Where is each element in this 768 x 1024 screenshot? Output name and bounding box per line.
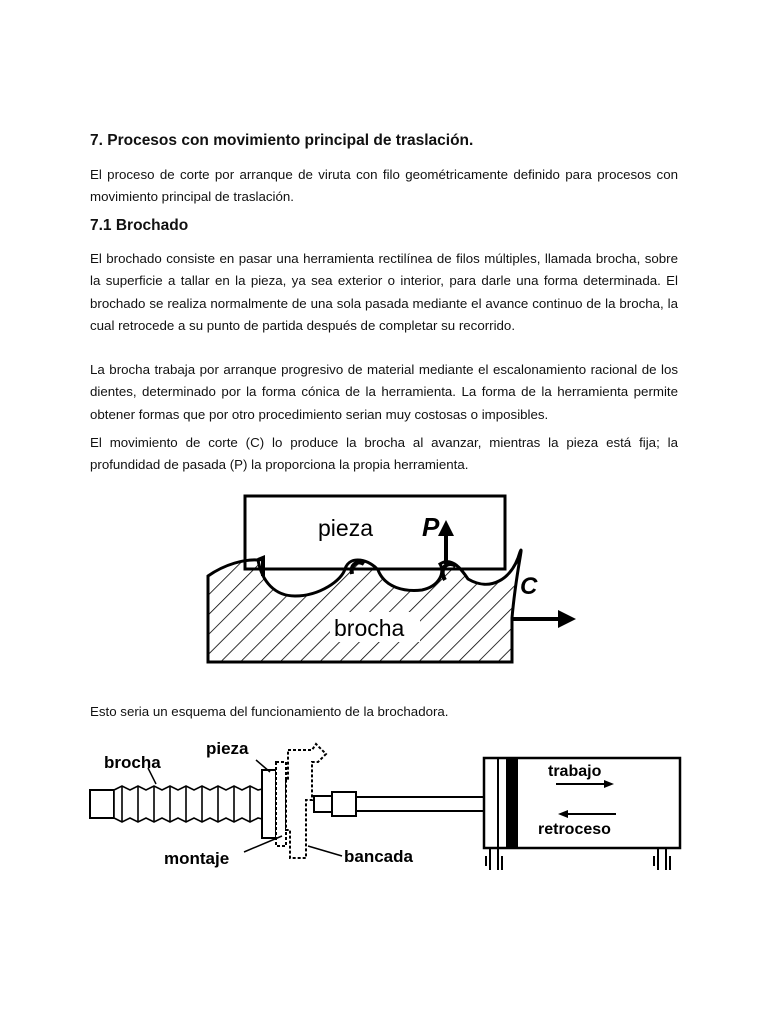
bancada-leader <box>308 846 342 856</box>
broaching-detail-figure <box>200 484 580 669</box>
part-label: pieza <box>206 740 249 758</box>
cut-label: C <box>520 573 538 600</box>
section-intro-paragraph: El proceso de corte por arranque de viruta con filo geométricamente definido para procesos con movimiento principal de traslación. <box>90 167 678 205</box>
inlet-port-right <box>654 848 670 870</box>
return-stroke-label: retroceso <box>538 821 611 838</box>
broach-label: brocha <box>334 615 405 641</box>
workpiece-block <box>245 496 505 569</box>
broaching-machine-figure <box>86 740 686 880</box>
connector <box>314 796 332 812</box>
work-stroke-label: trabajo <box>548 763 602 780</box>
workpiece-part <box>262 770 276 838</box>
piston <box>506 758 518 848</box>
broach-tool <box>90 790 114 818</box>
paragraph-2: La brocha trabaja por arranque progresivo de material mediante el escalonamiento racional de los dientes, determinado por la forma cónica de la herramienta. La forma de la herramienta permite obtener formas que por otro procedimiento serian muy costosas o imposibles. <box>90 362 678 422</box>
workpiece-label: pieza <box>318 515 373 541</box>
broach-teeth <box>114 786 276 822</box>
pull-head <box>332 792 356 816</box>
fixture-label: montaje <box>164 849 230 868</box>
broach-tool-label: brocha <box>104 753 161 772</box>
subsection-heading: 7.1 Brochado <box>90 217 189 234</box>
cut-arrowhead <box>558 610 576 628</box>
bed-label: bancada <box>344 847 413 866</box>
fixture-montaje <box>276 762 286 846</box>
paragraph-3: El movimiento de corte (C) lo produce la brocha al avanzar, mientras la pieza está fija; la profundidad de pasada (P) la proporciona la propia herramienta. <box>90 435 678 473</box>
figure2-caption: Esto seria un esquema del funcionamiento de la brochadora. <box>90 704 449 719</box>
section-heading: 7. Procesos con movimiento principal de traslación. <box>90 132 474 149</box>
depth-label: P <box>422 512 440 542</box>
inlet-port-left <box>486 848 502 870</box>
paragraph-1: El brochado consiste en pasar una herramienta rectilínea de filos múltiples, llamada brocha, sobre la superficie a tallar en la pieza, ya sea exterior o interior, para darle una forma determinada. El brochado se realiza normalmente de una sola pasada mediante el avance continuo de la brocha, la cual retrocede a su punto de partida después de completar su recorrido. <box>90 251 678 333</box>
